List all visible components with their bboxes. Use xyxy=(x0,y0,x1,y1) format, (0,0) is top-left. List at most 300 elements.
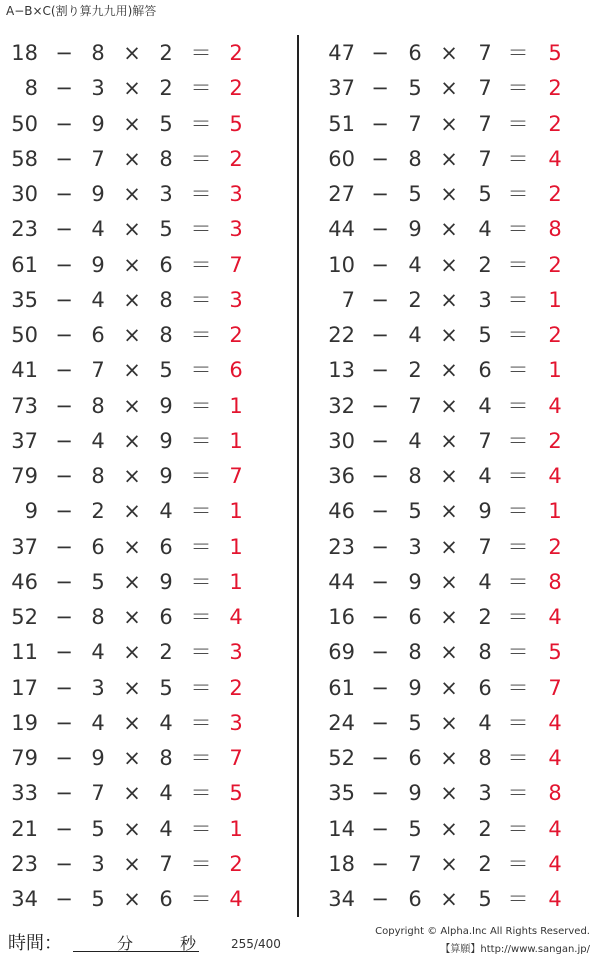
equals-sign: ＝ xyxy=(190,534,212,559)
problem-row xyxy=(300,107,600,142)
answer-value: 2 xyxy=(229,323,243,347)
operand-c: 2 xyxy=(478,252,492,277)
problem-row xyxy=(300,776,600,811)
operand-b: 8 xyxy=(91,41,105,65)
operand-a: 36 xyxy=(328,464,355,488)
operand-c: 4 xyxy=(159,781,173,806)
answer-value: 3 xyxy=(229,217,243,242)
minus-sign: − xyxy=(55,182,73,206)
operand-a: 69 xyxy=(328,640,355,665)
right-problem-column xyxy=(300,36,600,917)
times-sign: × xyxy=(440,217,458,242)
operand-b: 2 xyxy=(408,358,422,383)
operand-c: 2 xyxy=(478,605,492,629)
problem-row xyxy=(300,389,600,424)
answer-value: 2 xyxy=(548,252,562,277)
answer-value: 1 xyxy=(548,287,562,312)
answer-value: 1 xyxy=(229,534,243,559)
operand-b: 4 xyxy=(91,217,105,242)
times-sign: × xyxy=(440,182,458,206)
operand-a: 18 xyxy=(328,851,355,876)
minus-sign: − xyxy=(371,816,389,841)
minus-sign: − xyxy=(371,675,389,700)
minus-sign: − xyxy=(55,851,73,876)
times-sign: × xyxy=(123,534,141,559)
operand-c: 3 xyxy=(159,182,173,206)
answer-value: 2 xyxy=(548,76,562,101)
equals-sign: ＝ xyxy=(507,499,529,524)
minus-sign: − xyxy=(55,781,73,806)
equals-sign: ＝ xyxy=(507,428,529,453)
problem-row xyxy=(0,882,296,917)
equals-sign: ＝ xyxy=(190,464,212,488)
operand-c: 7 xyxy=(478,41,492,65)
problem-row xyxy=(300,36,600,71)
problem-row xyxy=(300,71,600,106)
times-sign: × xyxy=(123,640,141,665)
answer-value: 4 xyxy=(548,393,562,418)
operand-c: 2 xyxy=(159,640,173,665)
operand-a: 7 xyxy=(341,287,355,312)
operand-b: 3 xyxy=(408,534,422,559)
minus-sign: − xyxy=(371,851,389,876)
problem-row xyxy=(300,424,600,459)
operand-b: 6 xyxy=(91,534,105,559)
problem-row xyxy=(300,459,600,494)
operand-a: 37 xyxy=(11,534,38,559)
problem-row xyxy=(0,459,296,494)
operand-b: 6 xyxy=(408,41,422,65)
minus-sign: − xyxy=(371,887,389,911)
minus-sign: − xyxy=(371,287,389,312)
answer-value: 2 xyxy=(548,323,562,347)
operand-a: 61 xyxy=(11,252,38,277)
problem-row xyxy=(300,353,600,388)
equals-sign: ＝ xyxy=(507,323,529,347)
times-sign: × xyxy=(123,287,141,312)
operand-a: 50 xyxy=(11,111,38,136)
operand-c: 6 xyxy=(478,675,492,700)
problem-row xyxy=(0,565,296,600)
operand-b: 5 xyxy=(91,569,105,594)
times-sign: × xyxy=(123,111,141,136)
times-sign: × xyxy=(440,710,458,735)
operand-a: 60 xyxy=(328,146,355,171)
operand-c: 7 xyxy=(478,111,492,136)
operand-a: 18 xyxy=(11,41,38,65)
problem-row xyxy=(300,706,600,741)
equals-sign: ＝ xyxy=(507,710,529,735)
operand-b: 8 xyxy=(408,464,422,488)
page-number: 255/400 xyxy=(231,937,281,951)
minus-sign: − xyxy=(55,746,73,770)
problem-row xyxy=(300,212,600,247)
minus-sign: − xyxy=(371,146,389,171)
operand-c: 9 xyxy=(159,569,173,594)
times-sign: × xyxy=(440,252,458,277)
equals-sign: ＝ xyxy=(507,182,529,206)
minus-sign: − xyxy=(371,534,389,559)
minus-sign: − xyxy=(55,111,73,136)
operand-b: 8 xyxy=(408,640,422,665)
answer-value: 2 xyxy=(548,534,562,559)
operand-a: 30 xyxy=(11,182,38,206)
operand-c: 9 xyxy=(159,464,173,488)
equals-sign: ＝ xyxy=(190,182,212,206)
operand-c: 6 xyxy=(159,887,173,911)
times-sign: × xyxy=(440,816,458,841)
times-sign: × xyxy=(123,499,141,524)
operand-b: 6 xyxy=(91,323,105,347)
answer-value: 4 xyxy=(548,710,562,735)
operand-c: 7 xyxy=(478,428,492,453)
times-sign: × xyxy=(123,182,141,206)
minus-sign: − xyxy=(55,146,73,171)
operand-a: 34 xyxy=(11,887,38,911)
answer-value: 7 xyxy=(229,464,243,488)
operand-c: 4 xyxy=(478,217,492,242)
answer-value: 2 xyxy=(229,146,243,171)
times-sign: × xyxy=(440,781,458,806)
operand-b: 6 xyxy=(408,746,422,770)
operand-b: 9 xyxy=(408,569,422,594)
operand-c: 6 xyxy=(478,358,492,383)
operand-b: 5 xyxy=(408,499,422,524)
problem-row xyxy=(300,283,600,318)
operand-b: 2 xyxy=(91,499,105,524)
operand-a: 10 xyxy=(328,252,355,277)
operand-a: 14 xyxy=(328,816,355,841)
problem-row xyxy=(0,424,296,459)
minus-sign: − xyxy=(55,534,73,559)
equals-sign: ＝ xyxy=(190,640,212,665)
equals-sign: ＝ xyxy=(190,358,212,383)
equals-sign: ＝ xyxy=(507,816,529,841)
operand-b: 9 xyxy=(408,217,422,242)
column-divider xyxy=(297,35,299,917)
operand-c: 4 xyxy=(478,464,492,488)
problem-row xyxy=(300,318,600,353)
operand-a: 34 xyxy=(328,887,355,911)
operand-c: 7 xyxy=(478,76,492,101)
problem-row xyxy=(0,671,296,706)
times-sign: × xyxy=(123,393,141,418)
operand-c: 6 xyxy=(159,534,173,559)
operand-c: 8 xyxy=(159,323,173,347)
operand-b: 8 xyxy=(408,146,422,171)
answer-value: 4 xyxy=(229,887,243,911)
operand-c: 4 xyxy=(478,569,492,594)
problem-row xyxy=(300,635,600,670)
equals-sign: ＝ xyxy=(507,358,529,383)
operand-a: 46 xyxy=(328,499,355,524)
times-sign: × xyxy=(440,569,458,594)
minus-sign: − xyxy=(371,323,389,347)
answer-value: 2 xyxy=(229,41,243,65)
equals-sign: ＝ xyxy=(507,217,529,242)
times-sign: × xyxy=(440,358,458,383)
operand-c: 4 xyxy=(159,499,173,524)
operand-c: 4 xyxy=(159,710,173,735)
answer-value: 4 xyxy=(548,887,562,911)
problem-row xyxy=(0,353,296,388)
answer-value: 3 xyxy=(229,287,243,312)
operand-a: 52 xyxy=(11,605,38,629)
operand-b: 5 xyxy=(91,816,105,841)
times-sign: × xyxy=(440,851,458,876)
minus-sign: − xyxy=(55,887,73,911)
minus-sign: − xyxy=(55,816,73,841)
equals-sign: ＝ xyxy=(190,710,212,735)
operand-a: 27 xyxy=(328,182,355,206)
operand-a: 30 xyxy=(328,428,355,453)
operand-b: 4 xyxy=(408,428,422,453)
equals-sign: ＝ xyxy=(190,217,212,242)
times-sign: × xyxy=(440,146,458,171)
operand-c: 9 xyxy=(159,393,173,418)
operand-a: 52 xyxy=(328,746,355,770)
operand-a: 37 xyxy=(328,76,355,101)
operand-a: 8 xyxy=(24,76,38,101)
times-sign: × xyxy=(440,887,458,911)
left-problem-column xyxy=(0,36,296,917)
equals-sign: ＝ xyxy=(507,534,529,559)
operand-c: 7 xyxy=(478,534,492,559)
minus-sign: − xyxy=(55,323,73,347)
equals-sign: ＝ xyxy=(507,393,529,418)
problem-row xyxy=(0,847,296,882)
equals-sign: ＝ xyxy=(190,605,212,629)
times-sign: × xyxy=(123,781,141,806)
times-sign: × xyxy=(123,464,141,488)
answer-value: 1 xyxy=(548,499,562,524)
equals-sign: ＝ xyxy=(190,675,212,700)
equals-sign: ＝ xyxy=(507,746,529,770)
answer-value: 3 xyxy=(229,640,243,665)
operand-c: 7 xyxy=(159,851,173,876)
answer-value: 1 xyxy=(229,393,243,418)
answer-value: 4 xyxy=(548,605,562,629)
times-sign: × xyxy=(123,569,141,594)
problem-row xyxy=(300,177,600,212)
minus-sign: − xyxy=(371,252,389,277)
equals-sign: ＝ xyxy=(190,41,212,65)
times-sign: × xyxy=(440,675,458,700)
operand-a: 79 xyxy=(11,464,38,488)
equals-sign: ＝ xyxy=(190,393,212,418)
times-sign: × xyxy=(123,41,141,65)
times-sign: × xyxy=(440,746,458,770)
operand-a: 51 xyxy=(328,111,355,136)
answer-value: 2 xyxy=(229,76,243,101)
equals-sign: ＝ xyxy=(190,323,212,347)
minus-sign: − xyxy=(371,605,389,629)
operand-c: 8 xyxy=(478,640,492,665)
times-sign: × xyxy=(440,393,458,418)
answer-value: 2 xyxy=(548,428,562,453)
operand-a: 58 xyxy=(11,146,38,171)
answer-value: 1 xyxy=(229,816,243,841)
operand-b: 8 xyxy=(91,393,105,418)
equals-sign: ＝ xyxy=(190,569,212,594)
problem-row xyxy=(0,706,296,741)
problem-row xyxy=(300,812,600,847)
problem-row xyxy=(300,248,600,283)
operand-b: 3 xyxy=(91,675,105,700)
operand-a: 46 xyxy=(11,569,38,594)
operand-a: 37 xyxy=(11,428,38,453)
operand-c: 2 xyxy=(478,816,492,841)
problem-row xyxy=(300,882,600,917)
operand-c: 5 xyxy=(159,217,173,242)
minus-sign: − xyxy=(55,217,73,242)
problem-row xyxy=(0,318,296,353)
answer-value: 1 xyxy=(229,499,243,524)
operand-c: 4 xyxy=(478,710,492,735)
operand-c: 5 xyxy=(159,675,173,700)
operand-b: 7 xyxy=(408,393,422,418)
operand-a: 73 xyxy=(11,393,38,418)
minus-sign: − xyxy=(371,569,389,594)
operand-a: 22 xyxy=(328,323,355,347)
operand-c: 3 xyxy=(478,287,492,312)
minus-sign: − xyxy=(55,358,73,383)
operand-b: 8 xyxy=(91,605,105,629)
operand-c: 9 xyxy=(159,428,173,453)
problem-row xyxy=(0,530,296,565)
operand-b: 4 xyxy=(91,428,105,453)
minus-sign: − xyxy=(55,675,73,700)
problem-row xyxy=(0,776,296,811)
minus-sign: − xyxy=(371,710,389,735)
operand-a: 50 xyxy=(11,323,38,347)
minus-sign: − xyxy=(371,640,389,665)
operand-a: 47 xyxy=(328,41,355,65)
times-sign: × xyxy=(123,675,141,700)
operand-b: 5 xyxy=(91,887,105,911)
answer-value: 2 xyxy=(229,675,243,700)
answer-value: 6 xyxy=(229,358,243,383)
problem-row xyxy=(300,565,600,600)
times-sign: × xyxy=(123,710,141,735)
minus-sign: − xyxy=(371,464,389,488)
operand-c: 8 xyxy=(159,287,173,312)
minus-sign: − xyxy=(55,710,73,735)
operand-a: 21 xyxy=(11,816,38,841)
answer-value: 4 xyxy=(548,146,562,171)
equals-sign: ＝ xyxy=(190,76,212,101)
problem-row xyxy=(0,635,296,670)
equals-sign: ＝ xyxy=(507,464,529,488)
operand-b: 5 xyxy=(408,76,422,101)
operand-c: 9 xyxy=(478,499,492,524)
answer-value: 8 xyxy=(548,781,562,806)
answer-value: 1 xyxy=(548,358,562,383)
minus-sign: − xyxy=(371,182,389,206)
equals-sign: ＝ xyxy=(190,816,212,841)
operand-b: 4 xyxy=(408,252,422,277)
operand-b: 3 xyxy=(91,76,105,101)
operand-b: 5 xyxy=(408,710,422,735)
minus-sign: − xyxy=(371,358,389,383)
operand-b: 7 xyxy=(408,111,422,136)
answer-value: 2 xyxy=(548,111,562,136)
operand-a: 23 xyxy=(11,851,38,876)
operand-b: 9 xyxy=(91,746,105,770)
operand-b: 6 xyxy=(408,887,422,911)
problem-row xyxy=(0,71,296,106)
answer-value: 8 xyxy=(548,217,562,242)
minus-sign: − xyxy=(55,76,73,101)
operand-c: 6 xyxy=(159,605,173,629)
answer-value: 2 xyxy=(229,851,243,876)
answer-value: 4 xyxy=(548,746,562,770)
site-url: 【算願】http://www.sangan.jp/ xyxy=(440,944,590,955)
operand-c: 2 xyxy=(159,41,173,65)
minus-sign: − xyxy=(55,499,73,524)
minus-sign: − xyxy=(371,393,389,418)
minus-sign: − xyxy=(371,781,389,806)
minus-sign: − xyxy=(55,605,73,629)
equals-sign: ＝ xyxy=(507,111,529,136)
answer-value: 7 xyxy=(229,252,243,277)
operand-a: 11 xyxy=(11,640,38,665)
operand-a: 61 xyxy=(328,675,355,700)
operand-c: 5 xyxy=(478,182,492,206)
minus-sign: − xyxy=(55,640,73,665)
minus-sign: − xyxy=(55,428,73,453)
answer-value: 3 xyxy=(229,710,243,735)
operand-b: 4 xyxy=(408,323,422,347)
equals-sign: ＝ xyxy=(190,851,212,876)
operand-b: 6 xyxy=(408,605,422,629)
problem-row xyxy=(0,248,296,283)
equals-sign: ＝ xyxy=(190,746,212,770)
operand-a: 23 xyxy=(328,534,355,559)
operand-a: 9 xyxy=(24,499,38,524)
operand-c: 8 xyxy=(159,746,173,770)
operand-c: 4 xyxy=(478,393,492,418)
seconds-label: 秒 xyxy=(180,934,197,953)
operand-c: 2 xyxy=(159,76,173,101)
problem-row xyxy=(0,283,296,318)
minus-sign: − xyxy=(371,499,389,524)
equals-sign: ＝ xyxy=(507,252,529,277)
operand-b: 5 xyxy=(408,182,422,206)
operand-a: 44 xyxy=(328,569,355,594)
minus-sign: − xyxy=(55,252,73,277)
answer-value: 4 xyxy=(548,851,562,876)
operand-b: 4 xyxy=(91,640,105,665)
problem-row xyxy=(300,494,600,529)
times-sign: × xyxy=(440,499,458,524)
equals-sign: ＝ xyxy=(190,781,212,806)
answer-value: 1 xyxy=(229,569,243,594)
operand-a: 16 xyxy=(328,605,355,629)
operand-b: 9 xyxy=(91,182,105,206)
problem-row xyxy=(300,142,600,177)
equals-sign: ＝ xyxy=(190,499,212,524)
operand-c: 3 xyxy=(478,781,492,806)
answer-value: 7 xyxy=(548,675,562,700)
minus-sign: − xyxy=(371,428,389,453)
times-sign: × xyxy=(440,605,458,629)
minus-sign: − xyxy=(55,569,73,594)
problem-row xyxy=(300,671,600,706)
times-sign: × xyxy=(440,76,458,101)
times-sign: × xyxy=(123,252,141,277)
equals-sign: ＝ xyxy=(507,605,529,629)
